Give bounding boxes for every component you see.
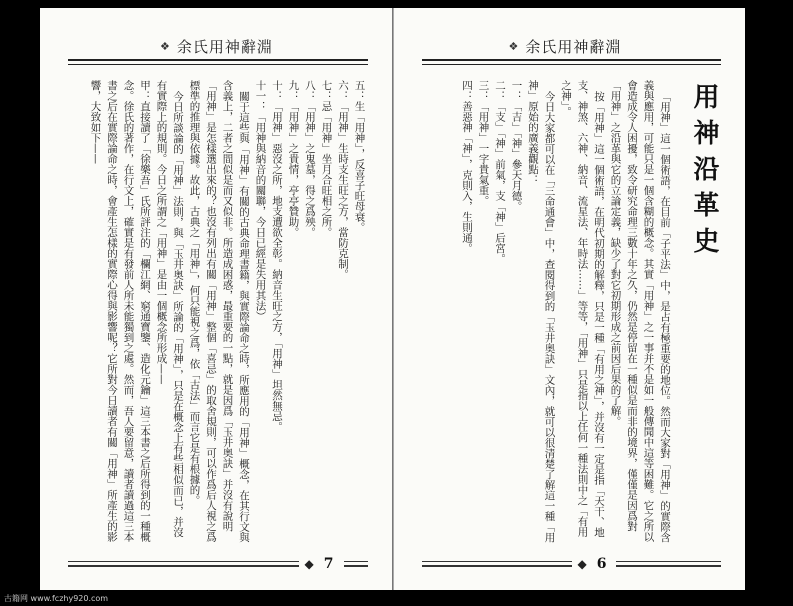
- footer-rule: [68, 561, 299, 567]
- right-page-footer: [422, 556, 722, 572]
- left-page-header: [160, 36, 273, 57]
- chapter-title: 用神沿革史: [689, 83, 719, 263]
- header-rule: [422, 59, 722, 65]
- left-page-body: [68, 80, 368, 544]
- diamond-ornament-icon: ◆: [304, 557, 314, 571]
- left-page-footer: [68, 556, 368, 572]
- list-item: 七：忌「用神」坐月合旺相之所。: [320, 80, 333, 238]
- footer-rule: [422, 561, 572, 567]
- running-title: 余氏用神辭淵: [176, 38, 273, 56]
- paragraph: 甲：直接讀了「徐樂吾」氏所評注的「欄江網、窮通寶鑒、造化元鑰」這三本書之后所得到的一種概念。徐氏的著作，在行文上，確實是有發前人所未能獨到之處。然而，吾人要留意，讀者讀過這三本書之后在實際論命之時，會產生怎樣的實際心得與影響呢？它所對今日讀者有關「用神」所產生的影響，大致如下——: [89, 80, 151, 542]
- book-spread: [40, 8, 745, 590]
- paragraph: 按「用神」這一個術語，在明代初期的解釋，只是一種「有用之神」，并沒有一定是指「天干、地支、神煞、六神、納音、流星法、年時法……」等等，「用神」只是指以上任何一種法則中之「有用之神」。: [560, 80, 605, 537]
- left-page: [40, 8, 393, 590]
- site-watermark: 古籍网 www.fczhy920.com: [4, 594, 109, 603]
- right-page-body: [422, 80, 674, 544]
- paragraph: 今日大家都可以在「三命通會」中，查閱得到的「玉井奥訣」文內，就可以很清楚了解這一種「用神」原始的廣義觀點：: [527, 80, 556, 542]
- header-ornament-icon: ❖: [508, 40, 520, 53]
- right-page: [393, 8, 746, 590]
- diamond-ornament-icon: ◆: [577, 557, 587, 571]
- right-page-header: [509, 36, 622, 57]
- header-rule: [68, 59, 368, 65]
- list-item: 二：「支」「神」前氣，支「神」后宮。: [494, 80, 506, 264]
- paragraph: 「用神」這一個術語，在目前「子平法」中，是占有極重要的地位。然而大家對「用神」的實際含義與應用，可能只是一個含糊的概念。其實「用神」之一事并不是如一般傳聞中這等困難。它之所以會造成令人困擾，致令研究命理三數十年之久，仍然是停留在一種似是而非的境界，僅僅是因爲對「用神」之沿革與它的立論定義，缺少了對它初期形成之前因后果的了解。: [609, 80, 671, 542]
- list-item: 九：「用神」之貴情，亭亭贊助。: [287, 80, 300, 238]
- header-ornament-icon: ❖: [160, 40, 171, 53]
- page-number: 7: [323, 556, 334, 572]
- list-item: 四：善惡神「神」，克則入，生則通。: [461, 80, 473, 254]
- list-item: 八：「用神」之鬼墓，得之爲殃。: [304, 80, 316, 238]
- list-item: 五：生「用神」，反喜子旺母衰。: [353, 80, 366, 233]
- footer-rule: [616, 561, 721, 567]
- paragraph: 關于這些與「用神」有關的古典命理書籍，與實際論命之時，所應用的「用神」概念，在其行文與含義上，二者之間似是而又似非。所造成困惑，最重要的一點，就是因爲「玉井奥訣」并沒有說明「用神」是怎樣選出來的？也沒有列出有關「用神」整個「喜忌」的取舍規則，可以作爲后人視之爲標準的推理與依據。故此，古典之「用神」，何只能視之爲，依「古法」而言它是有根據的。: [188, 80, 250, 542]
- list-item: 十一：「用神與納音的關聯，今日已經是失用其法）: [254, 80, 267, 322]
- running-title: 余氏用神辭淵: [525, 38, 622, 56]
- list-item: 一：「吉」「神」參天月德。: [510, 80, 523, 212]
- list-item: 三：「用神」一字貴氣重。: [477, 80, 490, 206]
- paragraph: 今日所談論的「用神」法則，與「玉井奥訣」所論的「用神」，只是在概念上有些相似而已，并沒有實際上的規則。今日之所謂之「用神」是由一個概念所形成——: [155, 80, 184, 537]
- page-number: 6: [596, 556, 607, 572]
- footer-rule: [344, 561, 368, 567]
- list-item: 十：「用神」惡沒之所，地支遭欲全彰。納音生旺之方，「用神」坦然無忌。: [271, 80, 283, 432]
- list-item: 六：「用神」生時支生旺之方，當防克制。: [337, 80, 349, 280]
